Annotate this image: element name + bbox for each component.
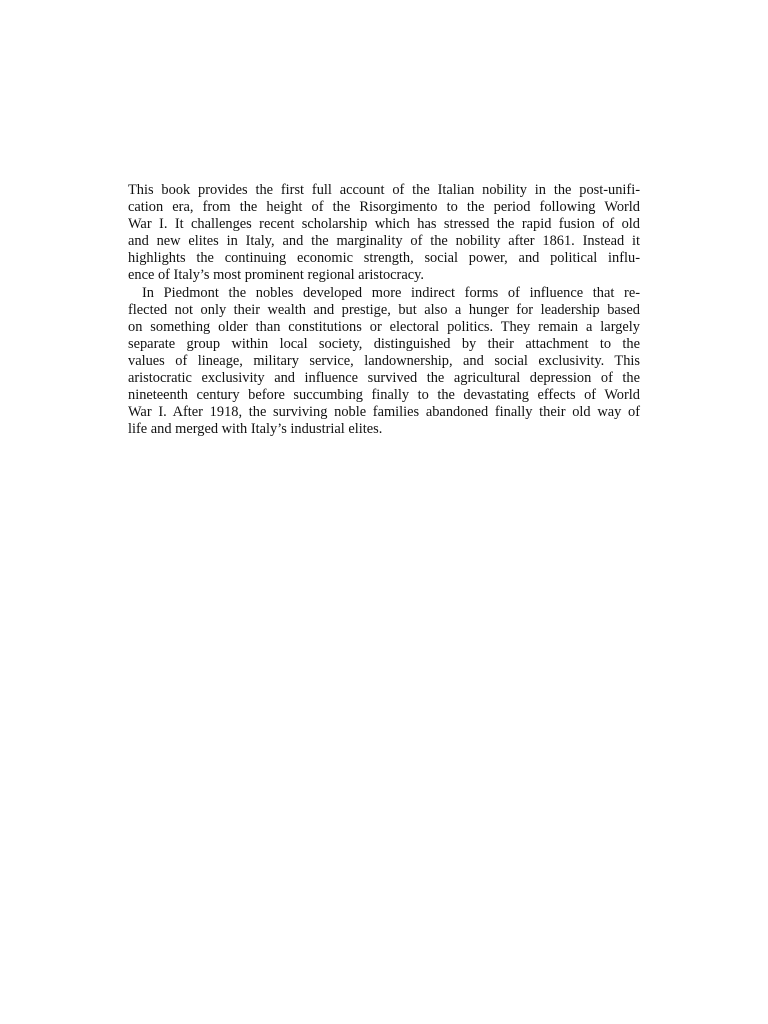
text-line: cation era, from the height of the Risorgimento to the period following World — [128, 199, 640, 216]
text-line: This book provides the first full account of the Italian nobility in the post-unifi- — [128, 182, 640, 198]
text-line: and new elites in Italy, and the marginality of the nobility after 1861. Instead it — [128, 233, 640, 250]
text-line: nineteenth century before succumbing finally to the devastating effects of World — [128, 387, 640, 404]
text-line: flected not only their wealth and prestige, but also a hunger for leadership based — [128, 301, 640, 318]
text-line: separate group within local society, distinguished by their attachment to the — [128, 335, 640, 352]
body-text — [128, 182, 640, 438]
text-line: on something older than constitutions or electoral politics. They remain a largely — [128, 318, 640, 335]
text-line: War I. It challenges recent scholarship which has stressed the rapid fusion of old — [128, 216, 640, 233]
text-line: aristocratic exclusivity and influence survived the agricultural depression of the — [128, 370, 640, 387]
paragraph-1 — [128, 182, 640, 285]
text-line: highlights the continuing economic strength, social power, and political influ- — [128, 250, 640, 267]
paragraph-2 — [128, 285, 640, 439]
text-line: War I. After 1918, the surviving noble families abandoned finally their old way of — [128, 404, 640, 421]
text-line: values of lineage, military service, landownership, and social exclusivity. This — [128, 352, 640, 369]
text-line: In Piedmont the nobles developed more indirect forms of influence that re- — [142, 284, 640, 301]
text-line: ence of Italy’s most prominent regional aristocracy. — [128, 267, 424, 284]
text-line: life and merged with Italy’s industrial elites. — [128, 421, 383, 438]
